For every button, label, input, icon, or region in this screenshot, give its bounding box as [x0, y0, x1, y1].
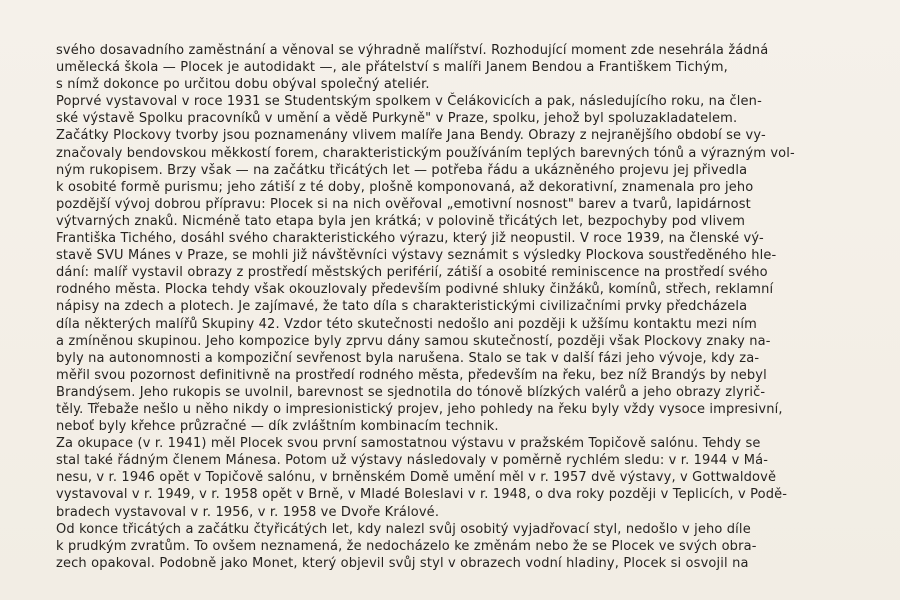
text-line: těly. Třebaže nešlo u něho nikdy o impresionistický projev, jeho pohledy na řeku byly vždy vysoce impresivní,	[56, 401, 783, 417]
text-line: nesu, v r. 1946 opět v Topičově salónu, v brněnském Domě umění měl v r. 1957 dvě výstavy, v Gottwaldově	[56, 470, 777, 486]
text-line: rodného města. Plocka tehdy však okouzlovaly především podivné shluky činžáků, komínů, střech, reklamní	[56, 282, 774, 298]
body-text	[56, 42, 846, 572]
text-line: ské výstavě Spolku pracovníků v umění a vědě Purkyně" v Praze, spolku, jehož byl spoluzakladatelem.	[56, 111, 738, 127]
text-line: výtvarných znaků. Nicméně tato etapa byla jen krátká; v polovině třicátých let, bezpochyby pod vlivem	[56, 213, 746, 229]
text-line: bradech vystavoval v r. 1956, v r. 1958 ve Dvoře Králové.	[56, 504, 440, 520]
text-line: s nímž dokonce po určitou dobu obýval společný ateliér.	[56, 77, 430, 93]
text-line: Františka Tichého, dosáhl svého charakteristického výrazu, který již neopustil. V roce 1939, na členské vý-	[56, 231, 764, 247]
text-line: Za okupace (v r. 1941) měl Plocek svou první samostatnou výstavu v pražském Topičově salónu. Tehdy se	[56, 436, 761, 452]
text-line: byly na autonomnosti a kompoziční sevřenost byla narušena. Stalo se tak v další fázi jeho vývoje, kdy za-	[56, 350, 760, 366]
text-line: ným rukopisem. Brzy však — na začátku třicátých let — potřeba řádu a ukázněného projevu jej přivedla	[56, 162, 748, 178]
text-line: pozdější vývoj dobrou přípravu: Plocek si na nich ověřoval „emotivní nosnost" barev a tvarů, lapidárnost	[56, 196, 751, 212]
text-line: zech opakoval. Podobně jako Monet, který objevil svůj styl v obrazech vodní hladiny, Plocek si osvojil na	[56, 555, 749, 571]
text-line: značovaly bendovskou měkkostí forem, charakteristickým používáním teplých barevných tónů a výrazným vol-	[56, 145, 795, 161]
text-line: neboť byly křehce průzračné — dík zvláštním kombinacím technik.	[56, 419, 499, 435]
text-line: k prudkým zvratům. To ovšem neznamená, že nedocházelo ke změnám nebo že se Plocek ve svých obra-	[56, 538, 757, 554]
text-line: stavě SVU Mánes v Praze, se mohli již návštěvníci výstavy seznámit s výsledky Plockova soustředěného hle-	[56, 248, 777, 264]
text-line: díla některých malířů Skupiny 42. Vzdor této skutečnosti nedošlo ani později k užšímu kontaktu mezi ním	[56, 316, 757, 332]
text-line: Od konce třicátých a začátku čtyřicátých let, kdy nalezl svůj osobitý vyjadřovací styl, nedošlo v jeho díle	[56, 521, 751, 537]
text-line: Začátky Plockovy tvorby jsou poznamenány vlivem malíře Jana Bendy. Obrazy z nejranějšího období se vy-	[56, 128, 766, 144]
text-line: dání: malíř vystavil obrazy z prostředí městských periférií, zátiší a osobité reminiscence na prostředí svého	[56, 265, 768, 281]
text-line: Brandýsem. Jeho rukopis se uvolnil, barevnost se sjednotila do tónově blízkých valérů a jeho obrazy zlyrič-	[56, 384, 766, 400]
text-line: a zmíněnou skupinou. Jeho kompozice byly zprvu dány samou skutečností, později však Plockovy znaky na-	[56, 333, 771, 349]
text-line: Poprvé vystavoval v roce 1931 se Studentským spolkem v Čelákovicích a pak, následujícího roku, na člen-	[56, 94, 762, 110]
text-line: umělecká škola — Plocek je autodidakt —, ale přátelství s malíři Janem Bendou a Františkem Tichým,	[56, 60, 728, 76]
text-line: k osobité formě purismu; jeho zátiší z té doby, plošně komponovaná, až dekorativní, znamenala pro jeho	[56, 179, 754, 195]
text-line: nápisy na zdech a plotech. Je zajímavé, že tato díla s charakteristickými civilizačními prvky předcházela	[56, 299, 748, 315]
text-line: vystavoval v r. 1949, v r. 1958 opět v Brně, v Mladé Boleslavi v r. 1948, o dva roky později v Teplicích, v Podě-	[56, 487, 788, 503]
text-line: měřil svou pozornost definitivně na prostředí rodného města, především na řeku, bez níž Brandýs by nebyl	[56, 367, 767, 383]
text-line: stal také řádným členem Mánesa. Potom už výstavy následovaly v poměrně rychlém sledu: v r. 1944 v Má-	[56, 453, 769, 469]
text-line: svého dosavadního zaměstnání a věnoval se výhradně malířství. Rozhodující moment zde nesehrála žádná	[56, 43, 769, 58]
